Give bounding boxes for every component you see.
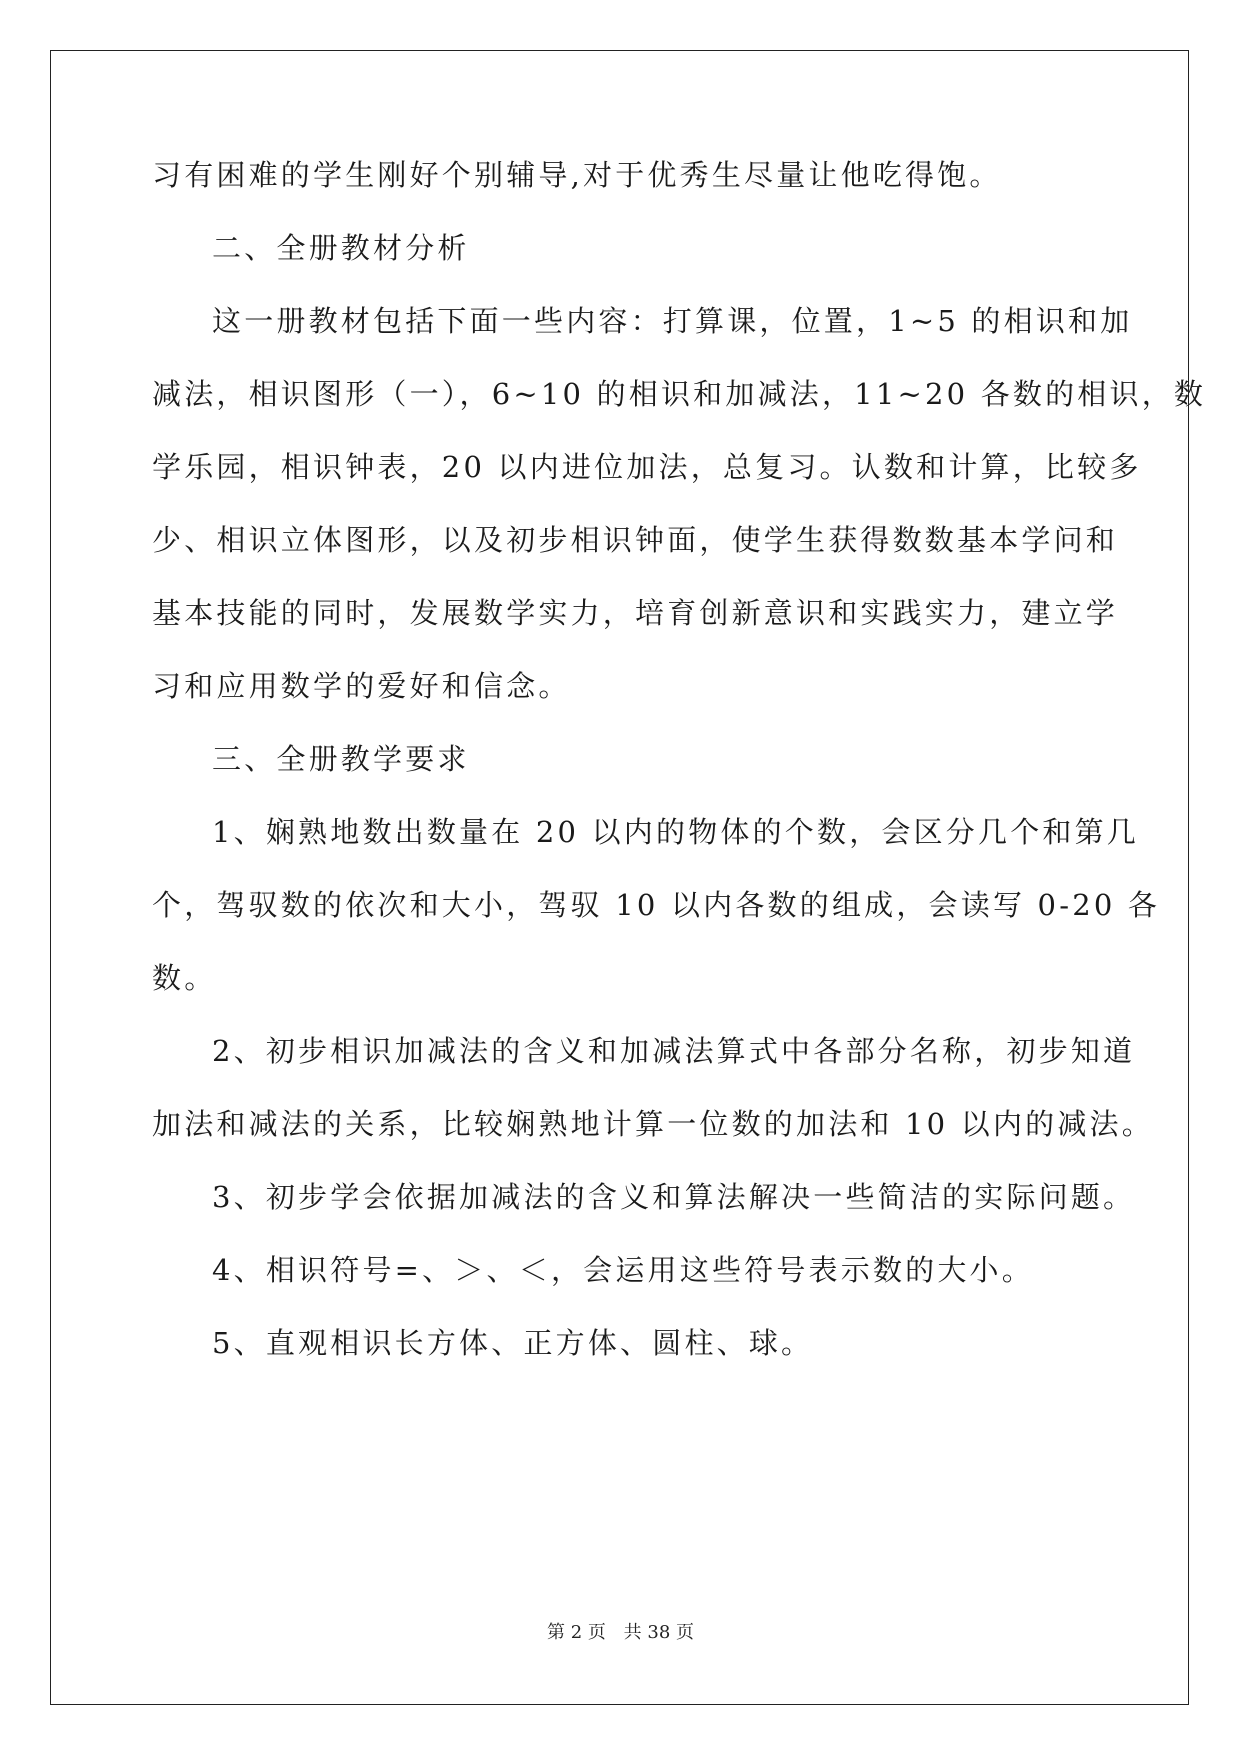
paragraph-line: 少、相识立体图形，以及初步相识钟面，使学生获得数数基本学问和 bbox=[152, 523, 1119, 557]
paragraph-line: 基本技能的同时，发展数学实力，培育创新意识和实践实力，建立学 bbox=[152, 596, 1119, 630]
paragraph-line: 减法，相识图形（一），6~10 的相识和加减法，11~20 各数的相识，数 bbox=[152, 377, 1207, 411]
section-heading: 二、全册教材分析 bbox=[212, 231, 470, 265]
paragraph-line: 学乐园，相识钟表，20 以内进位加法，总复习。认数和计算，比较多 bbox=[152, 450, 1142, 484]
paragraph-line: 3、初步学会依据加减法的含义和算法解决一些简洁的实际问题。 bbox=[212, 1180, 1136, 1214]
total-pages: 共 38 页 bbox=[623, 1622, 694, 1643]
paragraph-line: 这一册教材包括下面一些内容：打算课，位置，1~5 的相识和加 bbox=[212, 304, 1133, 338]
page-footer bbox=[0, 1618, 1241, 1644]
paragraph-line: 2、初步相识加减法的含义和加减法算式中各部分名称，初步知道 bbox=[212, 1034, 1136, 1068]
paragraph-line: 加法和减法的关系，比较娴熟地计算一位数的加法和 10 以内的减法。 bbox=[152, 1107, 1154, 1141]
section-heading: 三、全册教学要求 bbox=[212, 742, 470, 776]
page-number: 第 2 页 bbox=[547, 1622, 606, 1643]
paragraph-line: 数。 bbox=[152, 961, 217, 995]
paragraph-line: 1、娴熟地数出数量在 20 以内的物体的个数，会区分几个和第几 bbox=[212, 815, 1139, 849]
paragraph-line: 5、直观相识长方体、正方体、圆柱、球。 bbox=[212, 1326, 814, 1360]
paragraph-line: 4、相识符号=、＞、＜，会运用这些符号表示数的大小。 bbox=[212, 1253, 1034, 1287]
page-border bbox=[50, 50, 1189, 1705]
paragraph-line: 习有困难的学生刚好个别辅导,对于优秀生尽量让他吃得饱。 bbox=[152, 158, 1002, 192]
paragraph-line: 习和应用数学的爱好和信念。 bbox=[152, 669, 571, 703]
paragraph-line: 个，驾驭数的依次和大小，驾驭 10 以内各数的组成，会读写 0-20 各 bbox=[152, 888, 1161, 922]
